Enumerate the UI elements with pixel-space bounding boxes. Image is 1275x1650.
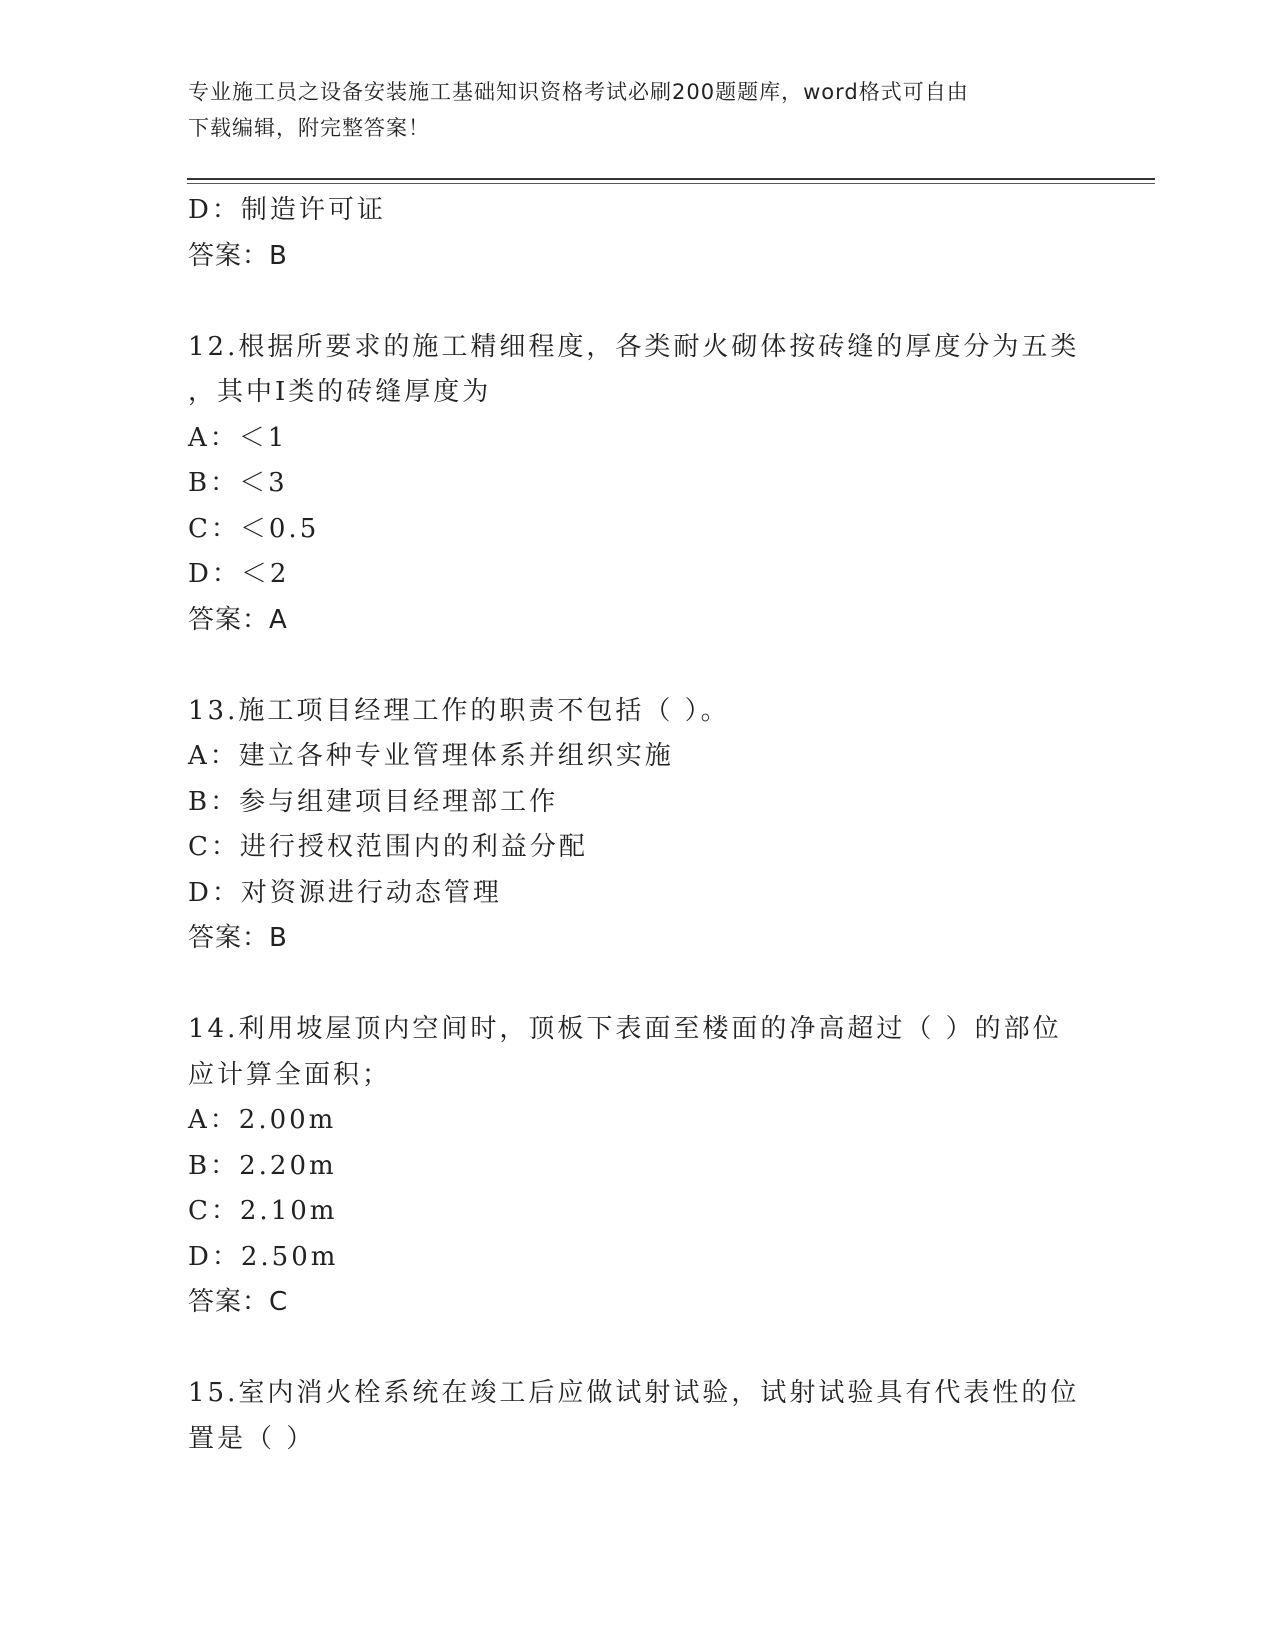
q14-option-c: C：2.10m xyxy=(188,1196,338,1226)
q13-option-d: D：对资源进行动态管理 xyxy=(188,877,502,908)
header-divider-thick xyxy=(187,178,1155,180)
spacer xyxy=(188,643,1148,689)
q13-answer: 答案：B xyxy=(188,923,288,953)
q14-option-d: D：2.50m xyxy=(188,1241,339,1272)
spacer xyxy=(188,962,1148,1008)
q13-stem-line-1: 13.施工项目经理工作的职责不包括（ ）。 xyxy=(188,695,730,726)
q14-option-a: A：2.00m xyxy=(188,1105,337,1135)
q13-option-b: B：参与组建项目经理部工作 xyxy=(188,786,559,817)
q15-stem-line-2: 置是（ ） xyxy=(188,1423,316,1454)
q12-option-b: B：＜3 xyxy=(188,468,288,498)
header-title-line-2: 下载编辑，附完整答案！ xyxy=(188,116,430,140)
q14-answer: 答案：C xyxy=(188,1287,289,1317)
q14-stem-line-2: 应计算全面积； xyxy=(188,1059,392,1090)
document-header xyxy=(188,74,1088,146)
q15-stem-line-1: 15.室内消火栓系统在竣工后应做试射试验，试射试验具有代表性的位 xyxy=(188,1378,1080,1408)
q14-stem-line-1: 14.利用坡屋顶内空间时，顶板下表面至楼面的净高超过（ ）的部位 xyxy=(188,1014,1062,1044)
header-divider-thin xyxy=(187,183,1155,184)
q12-option-d: D：＜2 xyxy=(188,559,290,589)
question-list xyxy=(188,188,1148,1462)
spacer xyxy=(188,279,1148,325)
q12-stem-line-2: ，其中Ⅰ类的砖缝厚度为 xyxy=(188,377,492,407)
q12-stem-line-1: 12.根据所要求的施工精细程度，各类耐火砌体按砖缝的厚度分为五类 xyxy=(188,331,1080,362)
header-title-line-1: 专业施工员之设备安装施工基础知识资格考试必刷200题题库，word格式可自由 xyxy=(188,80,969,104)
q13-option-a: A：建立各种专业管理体系并组织实施 xyxy=(188,741,674,771)
q11-option-d: D：制造许可证 xyxy=(188,195,386,225)
q12-option-c: C：＜0.5 xyxy=(188,513,320,544)
q12-answer: 答案：A xyxy=(188,604,288,635)
q14-option-b: B：2.20m xyxy=(188,1150,337,1181)
q11-answer: 答案：B xyxy=(188,240,288,271)
q13-option-c: C：进行授权范围内的利益分配 xyxy=(188,832,588,862)
spacer xyxy=(188,1326,1148,1372)
q12-option-a: A：＜1 xyxy=(188,422,288,453)
